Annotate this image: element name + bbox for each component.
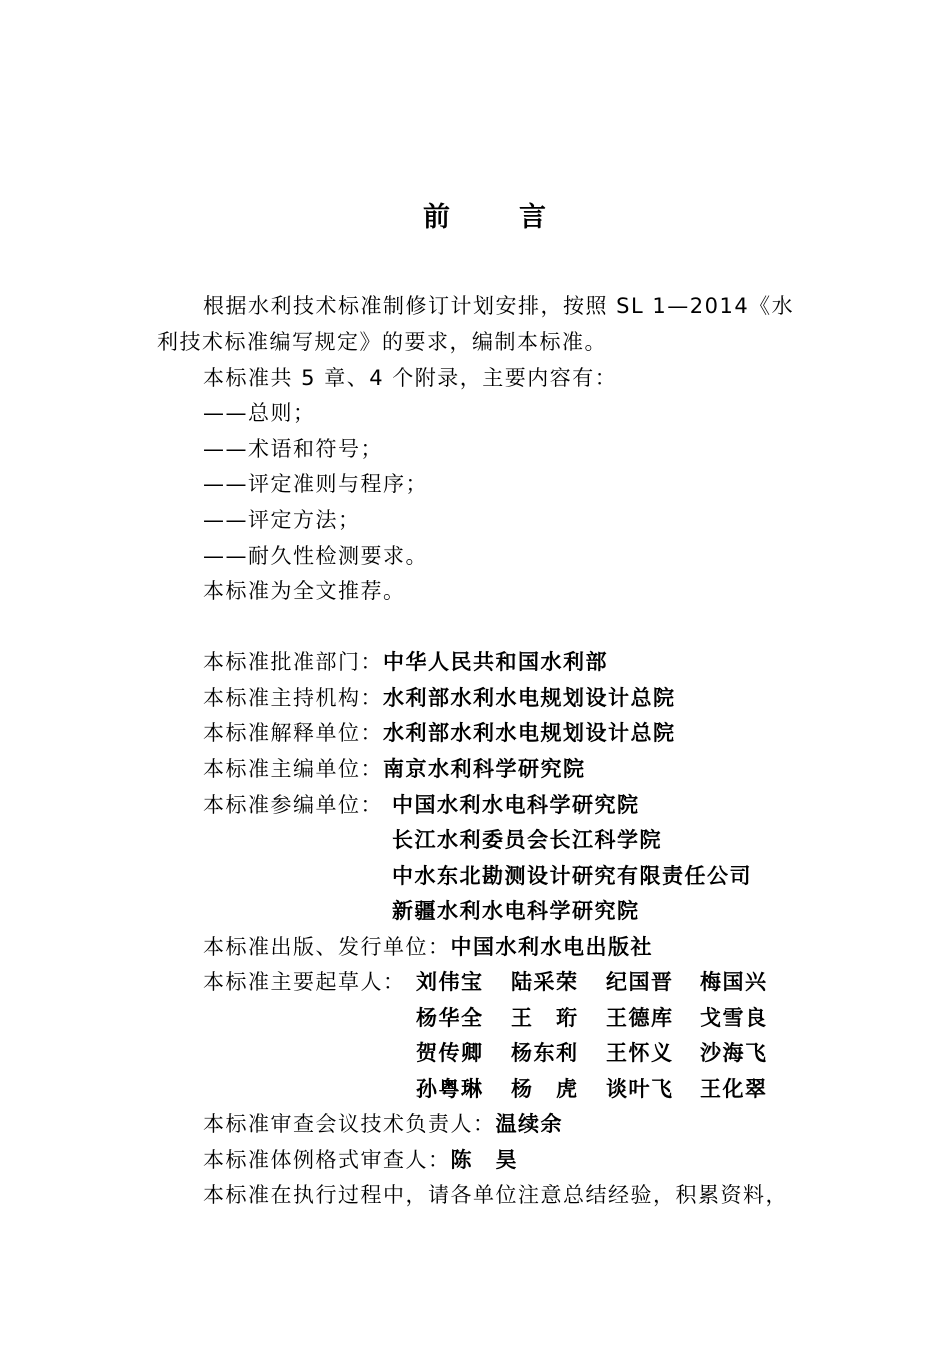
participant-unit: 新疆水利水电科学研究院 [392, 899, 640, 923]
publisher [203, 934, 653, 960]
chief-editor-label: 本标准主编单位： [203, 757, 383, 781]
drafter-name: 杨华全 [416, 1006, 484, 1030]
drafter-name: 纪国晋 [606, 970, 674, 994]
host-org [203, 685, 676, 711]
contents-item: ——评定准则与程序； [203, 472, 428, 496]
participant-unit: 长江水利委员会长江科学院 [392, 828, 662, 852]
contents-item: ——耐久性检测要求。 [203, 544, 428, 568]
drafters-label: 本标准主要起草人： [203, 970, 406, 994]
technical-reviewer-value: 温续余 [495, 1112, 563, 1136]
drafter-name: 杨 虎 [511, 1077, 579, 1101]
format-reviewer-value: 陈 昊 [450, 1148, 518, 1172]
contents-item: ——评定方法； [203, 508, 361, 532]
format-reviewer [203, 1147, 518, 1173]
host-value: 水利部水利水电规划设计总院 [383, 686, 676, 710]
participant-unit: 中国水利水电科学研究院 [392, 793, 640, 817]
intro-line-1: 根据水利技术标准制修订计划安排，按照 SL 1—2014《水 [203, 294, 795, 318]
participants-label: 本标准参编单位： [203, 793, 383, 817]
participant-unit: 中水东北勘测设计研究有限责任公司 [392, 864, 752, 888]
intro-line-2: 利技术标准编写规定》的要求，编制本标准。 [157, 330, 607, 354]
drafter-name: 孙粤琳 [416, 1077, 484, 1101]
drafter-name: 杨东利 [511, 1041, 579, 1065]
drafter-name: 戈雪良 [700, 1006, 768, 1030]
title-char-1: 前 [423, 202, 450, 233]
format-reviewer-label: 本标准体例格式审查人： [203, 1148, 451, 1172]
drafter-name: 刘伟宝 [416, 970, 484, 994]
contents-intro: 本标准共 5 章、4 个附录，主要内容有： [203, 366, 618, 390]
publisher-value: 中国水利水电出版社 [450, 935, 653, 959]
contents-item: ——总则； [203, 401, 316, 425]
drafter-name: 王 珩 [511, 1006, 579, 1030]
host-label: 本标准主持机构： [203, 686, 383, 710]
recommendation: 本标准为全文推荐。 [203, 579, 406, 603]
technical-reviewer-label: 本标准审查会议技术负责人： [203, 1112, 496, 1136]
drafter-name: 谈叶飞 [606, 1077, 674, 1101]
closing-line: 本标准在执行过程中，请各单位注意总结经验，积累资料， [203, 1183, 788, 1207]
contents-item: ——术语和符号； [203, 437, 383, 461]
approval-value: 中华人民共和国水利部 [383, 650, 608, 674]
drafter-name: 王怀义 [606, 1041, 674, 1065]
chief-editor-unit [203, 756, 586, 782]
interpretation-label: 本标准解释单位： [203, 721, 383, 745]
chief-editor-value: 南京水利科学研究院 [383, 757, 586, 781]
drafter-name: 贺传卿 [416, 1041, 484, 1065]
drafter-name: 陆采荣 [511, 970, 579, 994]
approval-dept [203, 649, 608, 675]
publisher-label: 本标准出版、发行单位： [203, 935, 451, 959]
drafter-name: 王德库 [606, 1006, 674, 1030]
title-char-2: 言 [519, 202, 546, 233]
interpretation-unit [203, 720, 676, 746]
drafter-name: 梅国兴 [700, 970, 768, 994]
technical-reviewer [203, 1111, 563, 1137]
drafter-name: 沙海飞 [700, 1041, 768, 1065]
interpretation-value: 水利部水利水电规划设计总院 [383, 721, 676, 745]
approval-label: 本标准批准部门： [203, 650, 383, 674]
drafter-name: 王化翠 [700, 1077, 768, 1101]
